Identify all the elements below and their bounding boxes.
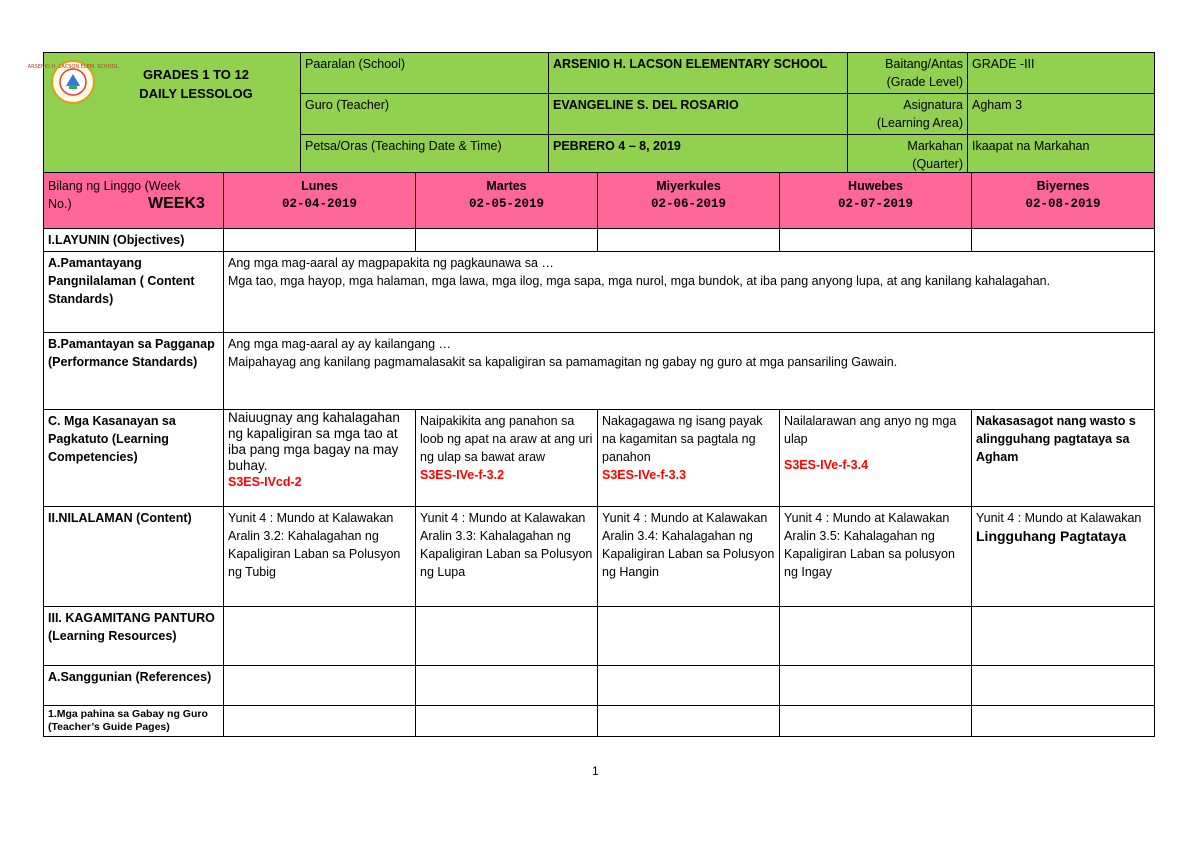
competency-text: Naipakikita ang panahon sa loob ng apat na araw at ang uri ng ulap sa bawat araw xyxy=(420,414,593,464)
competencies-label: C. Mga Kasanayan sa Pagkatuto (Learning Competencies) xyxy=(44,410,224,507)
area-label-line1: Asignatura xyxy=(903,98,963,112)
day-date: 02-05-2019 xyxy=(468,197,544,211)
grade-level-value: GRADE -III xyxy=(968,53,1155,94)
guide-pages-cell xyxy=(598,706,780,737)
lesson-desc: Kahalagahan ng Kapaligiran Laban sa polusyon ng Ingay xyxy=(784,529,955,579)
content-lesson xyxy=(420,527,593,581)
learning-area-label xyxy=(848,94,968,135)
date-value: PEBRERO 4 – 8, 2019 xyxy=(549,135,848,176)
guide-pages-cell xyxy=(972,706,1155,737)
week-cell: Bilang ng Linggo (Week No.) WEEK3 xyxy=(44,173,224,229)
learning-area-value: Agham 3 xyxy=(968,94,1155,135)
lesson-desc: Kahalagahan ng Kapaligiran Laban sa Polusyon ng Tubig xyxy=(228,529,401,579)
header-title-cell xyxy=(27,53,301,176)
competency-code: S3ES-IVcd-2 xyxy=(228,475,302,489)
performance-standards-line2: Maipahayag ang kanilang pagmamalasakit sa kapaligiran sa pamamagitan ng gabay ng guro at mga pansariling Gawain. xyxy=(228,355,898,369)
objectives-cell xyxy=(224,229,416,252)
resources-cell xyxy=(416,607,598,666)
lesson-desc: Kahalagahan ng Kapaligiran Laban sa Polusyon ng Lupa xyxy=(420,529,593,579)
content-standards-line2: Mga tao, mga hayop, mga halaman, mga lawa, mga ilog, mga sapa, mga nurol, mga bundok, at iba pang anyong lupa, at ang kanilang kahalagahan. xyxy=(228,274,1051,288)
learning-resources-label: III. KAGAMITANG PANTURO (Learning Resources) xyxy=(44,607,224,666)
competency-text: Nailalarawan ang anyo ng mga ulap xyxy=(784,414,957,446)
page-number: 1 xyxy=(592,764,599,778)
objectives-cell xyxy=(598,229,780,252)
content-unit: Yunit 4 : Mundo at Kalawakan xyxy=(602,511,768,525)
content-monday xyxy=(224,507,416,607)
competency-wednesday xyxy=(598,410,780,507)
references-cell xyxy=(972,666,1155,706)
teacher-value: EVANGELINE S. DEL ROSARIO xyxy=(549,94,848,135)
school-label: Paaralan (School) xyxy=(301,53,549,94)
content-unit: Yunit 4 : Mundo at Kalawakan xyxy=(228,511,394,525)
competency-code: S3ES-IVe-f-3.4 xyxy=(784,458,869,472)
competency-text: Nakasasagot nang wasto s alingguhang pagtataya sa Agham xyxy=(976,414,1136,464)
area-label-line2: (Learning Area) xyxy=(876,116,963,130)
day-date: 02-08-2019 xyxy=(1025,197,1101,211)
quarter-label-line2: (Quarter) xyxy=(912,157,963,171)
day-header-monday xyxy=(224,173,416,229)
content-label: II.NILALAMAN (Content) xyxy=(44,507,224,607)
content-lesson xyxy=(602,527,775,581)
lesson-desc: Lingguhang Pagtataya xyxy=(976,528,1127,544)
competency-code: S3ES-IVe-f-3.2 xyxy=(420,468,505,482)
objectives-cell xyxy=(972,229,1155,252)
grade-level-label xyxy=(848,53,968,94)
resources-cell xyxy=(780,607,972,666)
day-header-friday xyxy=(972,173,1155,229)
quarter-value: Ikaapat na Markahan xyxy=(968,135,1155,176)
lesson-number: Aralin 3.3: xyxy=(420,529,477,543)
objectives-label: I.LAYUNIN (Objectives) xyxy=(44,229,224,252)
day-name: Miyerkules xyxy=(656,179,721,193)
resources-cell xyxy=(598,607,780,666)
competency-friday xyxy=(972,410,1155,507)
references-cell xyxy=(780,666,972,706)
competency-code: S3ES-IVe-f-3.3 xyxy=(602,468,687,482)
day-date: 02-07-2019 xyxy=(837,197,913,211)
references-label: A.Sanggunian (References) xyxy=(44,666,224,706)
day-name: Martes xyxy=(486,179,527,193)
content-lesson xyxy=(784,527,967,581)
guide-pages-cell xyxy=(224,706,416,737)
logo-text: ARSENIO H. LACSON ELEM. SCHOOL xyxy=(27,64,119,70)
guide-pages-cell xyxy=(780,706,972,737)
objectives-cell xyxy=(780,229,972,252)
content-standards-value xyxy=(224,252,1155,333)
school-value: ARSENIO H. LACSON ELEMENTARY SCHOOL xyxy=(549,53,848,94)
lesson-table xyxy=(43,172,1155,737)
content-thursday xyxy=(780,507,972,607)
competency-monday xyxy=(224,410,416,507)
day-header-thursday xyxy=(780,173,972,229)
resources-cell xyxy=(224,607,416,666)
teacher-label: Guro (Teacher) xyxy=(301,94,549,135)
day-date: 02-06-2019 xyxy=(650,197,726,211)
lesson-desc: Kahalagahan ng Kapaligiran Laban sa Polusyon ng Hangin xyxy=(602,529,775,579)
guide-pages-cell xyxy=(416,706,598,737)
content-unit: Yunit 4 : Mundo at Kalawakan xyxy=(784,511,950,525)
day-header-tuesday xyxy=(416,173,598,229)
references-cell xyxy=(416,666,598,706)
references-cell xyxy=(598,666,780,706)
header-table xyxy=(27,52,1155,176)
date-label: Petsa/Oras (Teaching Date & Time) xyxy=(301,135,549,176)
performance-standards-label: B.Pamantayan sa Pagganap (Performance Standards) xyxy=(44,333,224,410)
grade-label-line1: Baitang/Antas xyxy=(885,57,963,71)
day-date: 02-04-2019 xyxy=(281,197,357,211)
lesson-number: Aralin 3.2: xyxy=(228,529,285,543)
day-header-wednesday xyxy=(598,173,780,229)
form-title-line2: DAILY LESSOLOG xyxy=(139,86,253,101)
content-wednesday xyxy=(598,507,780,607)
performance-standards-value xyxy=(224,333,1155,410)
day-name: Lunes xyxy=(301,179,338,193)
content-friday xyxy=(972,507,1155,607)
form-title-line1: GRADES 1 TO 12 xyxy=(143,67,249,82)
lesson-number: Aralin 3.4: xyxy=(602,529,659,543)
objectives-cell xyxy=(416,229,598,252)
quarter-label xyxy=(848,135,968,176)
day-name: Huwebes xyxy=(848,179,903,193)
references-cell xyxy=(224,666,416,706)
grade-label-line2: (Grade Level) xyxy=(886,75,963,89)
quarter-label-line1: Markahan xyxy=(907,139,963,153)
guide-pages-label: 1.Mga pahina sa Gabay ng Guro (Teacher’s Guide Pages) xyxy=(44,706,224,737)
content-lesson xyxy=(228,527,411,581)
lesson-number: Aralin 3.5: xyxy=(784,529,841,543)
content-standards-label: A.Pamantayang Pangnilalaman ( Content Standards) xyxy=(44,252,224,333)
content-standards-line1: Ang mga mag-aaral ay magpapakita ng pagkaunawa sa … xyxy=(228,256,554,270)
school-logo xyxy=(27,59,119,105)
week-label: Bilang ng Linggo (Week No.) xyxy=(48,179,181,211)
performance-standards-line1: Ang mga mag-aaral ay ay kailangang … xyxy=(228,337,452,351)
resources-cell xyxy=(972,607,1155,666)
content-unit: Yunit 4 : Mundo at Kalawakan xyxy=(976,511,1142,525)
competency-tuesday xyxy=(416,410,598,507)
day-name: Biyernes xyxy=(1036,179,1090,193)
content-tuesday xyxy=(416,507,598,607)
content-unit: Yunit 4 : Mundo at Kalawakan xyxy=(420,511,586,525)
competency-thursday xyxy=(780,410,972,507)
competency-text: Naiuugnay ang kahalagahan ng kapaligiran sa mga tao at iba pang mga bagay na may buhay. xyxy=(228,410,400,473)
competency-text: Nakagagawa ng isang payak na kagamitan sa pagtala ng panahon xyxy=(602,414,763,464)
